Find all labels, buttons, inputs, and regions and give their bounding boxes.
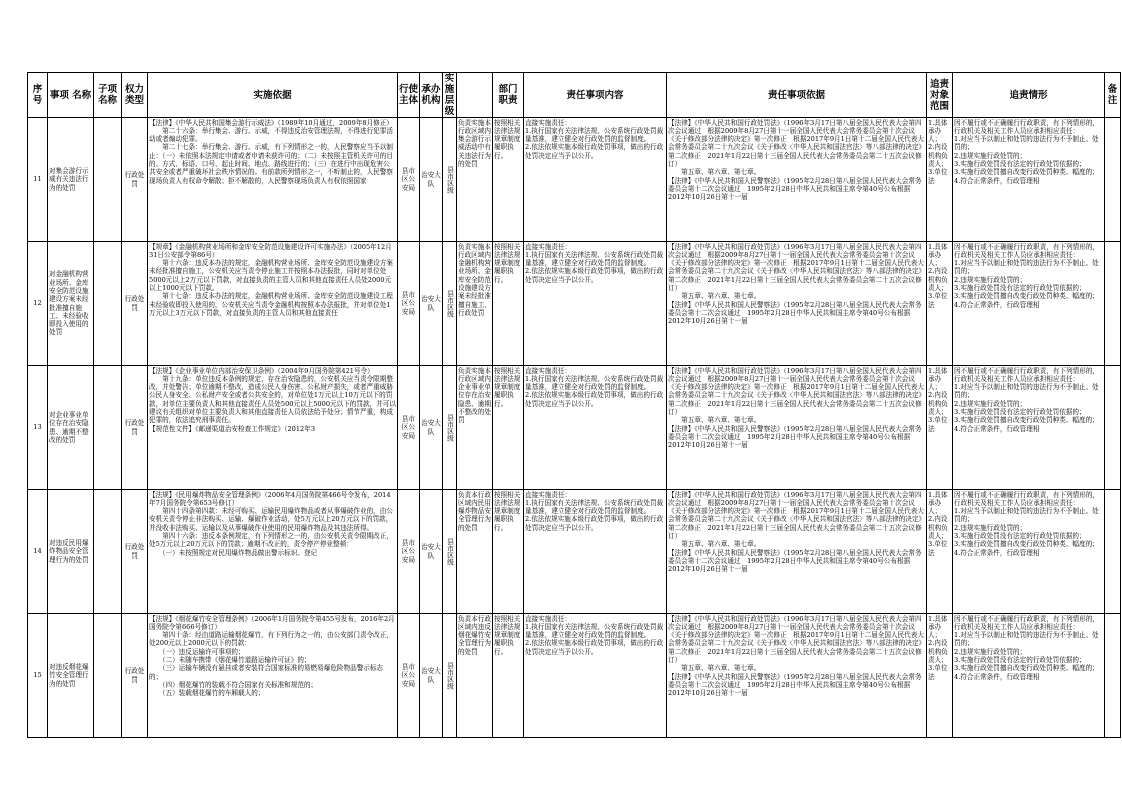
cell-name: 对金融机构营业场所、金库安全防范设施建设方案未经批准擅自施工、未经验收即投入使用的处罚 xyxy=(48,242,94,366)
cell-name: 对企业事业单位存在治安隐患、逾期不整改的处罚 xyxy=(48,366,94,490)
cell-resp: 直接实施责任： 1.执行国家有关法律法规、公安系统行政处罚裁量基准，建立健全对行政处罚的监督制度。 2.依法依规实施本级行政处罚事项，做出的行政处罚决定应当予以公开。 xyxy=(524,366,667,490)
header-seq: 序号 xyxy=(28,73,48,118)
table-body xyxy=(28,118,1121,738)
cell-respbasis: 【法律】《中华人民共和国行政处罚法》（1996年3月17日第八届全国人民代表大会第四次会议通过 根据2009年8月27日第十一届全国人民代表大会常务委员会第十次会议《关于修改部分法律的决定》第一次修正 根据2017年9月1日第十二届全国人民代表大会常务委员会第二十九次会议《关于修改〈中华人民共和国法官法〉等八部法律的决定》第二次修正 2021年1月22日第十三届全国人民代表大会常务委员会第二十五次会议修订） 第五章、第六章、第七章。 【法律】《中华人民共和国人民警察法》（1995年2月28日第八届全国人民代表大会常务委员会第十二次会议通过 1995年2月28日中华人民共和国主席令第40号公布根据2012年10月26日第十一届 xyxy=(667,366,927,490)
cell-duty: 负责实施本行政区域内企业事业单位存在治安隐患、逾期不整改的处罚 xyxy=(457,366,493,490)
cell-type: 行政处罚 xyxy=(122,118,148,242)
cell-seq: 14 xyxy=(28,490,48,614)
power-list-table-container xyxy=(27,72,1121,738)
cell-situation: 因不履行或不正确履行行政职责，有下列情形的，行政机关及相关工作人员应承担相应责任： 1.对应当予以制止和处罚的违法行为不予制止、处罚的； 2.违规实施行政处罚的； 3.实施行政处罚没有法定的行政处罚依据的； 3.实施行政处罚擅自改变行政处罚种类、幅度的； 4.符合正常条件，行政管理相 xyxy=(953,614,1105,738)
cell-resp: 直接实施责任： 1.执行国家有关法律法规、公安系统行政处罚裁量基准，建立健全对行政处罚的监督制度。 2.依法依规实施本级行政处罚事项，做出的行政处罚决定应当予以公开。 xyxy=(524,242,667,366)
header-situation: 追责情形 xyxy=(953,73,1105,118)
cell-sub xyxy=(94,118,122,242)
cell-type: 行政处罚 xyxy=(122,242,148,366)
cell-respbasis: 【法律】《中华人民共和国行政处罚法》（1996年3月17日第八届全国人民代表大会第四次会议通过 根据2009年8月27日第十一届全国人民代表大会常务委员会第十次会议《关于修改部分法律的决定》第一次修正 根据2017年9月1日第十二届全国人民代表大会常务委员会第二十九次会议《关于修改〈中华人民共和国法官法〉等八部法律的决定》第二次修正 2021年1月22日第十三届全国人民代表大会常务委员会第二十五次会议修订） 第五章、第六章、第七章。 【法律】《中华人民共和国人民警察法》（1995年2月28日第八届全国人民代表大会常务委员会第十二次会议通过 1995年2月28日中华人民共和国主席令第40号公布根据2012年10月26日第十一届 xyxy=(667,118,927,242)
cell-note xyxy=(1105,118,1121,242)
cell-seq: 13 xyxy=(28,366,48,490)
cell-level: 县市区级 xyxy=(443,242,457,366)
cell-seq: 15 xyxy=(28,614,48,738)
table-row xyxy=(28,490,1121,614)
cell-org: 治安大队 xyxy=(420,614,443,738)
table-row xyxy=(28,242,1121,366)
cell-sub xyxy=(94,242,122,366)
cell-type: 行政处罚 xyxy=(122,490,148,614)
cell-name: 对集会游行示威有关违法行为的处罚 xyxy=(48,118,94,242)
power-list-table xyxy=(27,72,1121,738)
cell-org: 治安大队 xyxy=(420,118,443,242)
cell-duty: 负责本行政区域内违反烟花爆竹安全管理行为的处罚 xyxy=(457,614,493,738)
cell-level: 县市区级 xyxy=(443,366,457,490)
cell-respbasis: 【法律】《中华人民共和国行政处罚法》（1996年3月17日第八届全国人民代表大会第四次会议通过 根据2009年8月27日第十一届全国人民代表大会常务委员会第十次会议《关于修改部分法律的决定》第一次修正 根据2017年9月1日第十二届全国人民代表大会常务委员会第二十九次会议《关于修改〈中华人民共和国法官法〉等八部法律的决定》第二次修正 2021年1月22日第十三届全国人民代表大会常务委员会第二十五次会议修订） 第五章、第六章、第七章。 【法律】《中华人民共和国人民警察法》（1995年2月28日第八届全国人民代表大会常务委员会第十二次会议通过 1995年2月28日中华人民共和国主席令第40号公布根据2012年10月26日第十一届 xyxy=(667,242,927,366)
cell-level: 县市区级 xyxy=(443,118,457,242)
cell-situation: 因不履行或不正确履行行政职责，有下列情形的，行政机关及相关工作人员应承担相应责任： 1.对应当予以制止和处罚的违法行为不予制止、处罚的； 2.违规实施行政处罚的； 3.实施行政处罚没有法定的行政处罚依据的； 3.实施行政处罚擅自改变行政处罚种类、幅度的； 4.符合正常条件，行政管理相 xyxy=(953,118,1105,242)
cell-scope: 1.具体承办人； 2.内设机构负责人； 3.单位法 xyxy=(927,490,953,614)
cell-duty-basis: 按照相关法律法规规章制度履职执行。 xyxy=(493,242,524,366)
cell-basis: 【法规】《烟花爆竹安全管理条例》（2006年1月国务院令第455号发布，2016年2月国务院令第666号修订） 第四十条：经由道路运输烟花爆竹，有下列行为之一的，由公安部门责令改正，处200元以上2000元以下的罚款： （一）违反运输许可事项的； （二）未随车携带《烟花爆竹道路运输许可证》的； （三）运输车辆没有悬挂或者安装符合国家标准的易燃易爆危险物品警示标志的； （四）烟花爆竹的装载不符合国家有关标准和规范的； （五）装载烟花爆竹的车厢载人的； xyxy=(148,614,398,738)
table-row xyxy=(28,366,1121,490)
cell-scope: 1.具体承办人； 2.内设机构负责人； 3.单位法 xyxy=(927,118,953,242)
cell-subject: 县市区公安局 xyxy=(398,366,420,490)
header-respbasis: 责任事项依据 xyxy=(667,73,927,118)
table-row xyxy=(28,118,1121,242)
cell-subject: 县市区公安局 xyxy=(398,490,420,614)
cell-situation: 因不履行或不正确履行行政职责，有下列情形的，行政机关及相关工作人员应承担相应责任： 1.对应当予以制止和处罚的违法行为不予制止、处罚的； 2.违规实施行政处罚的； 3.实施行政处罚没有法定的行政处罚依据的； 3.实施行政处罚擅自改变行政处罚种类、幅度的； 4.符合正常条件，行政管理相 xyxy=(953,366,1105,490)
header-sub: 子项名称 xyxy=(94,73,122,118)
header-basis: 实施依据 xyxy=(148,73,398,118)
cell-situation: 因不履行或不正确履行行政职责，有下列情形的，行政机关及相关工作人员应承担相应责任： 1.对应当予以制止和处罚的违法行为不予制止、处罚的； 2.违规实施行政处罚的； 3.实施行政处罚没有法定的行政处罚依据的； 3.实施行政处罚擅自改变行政处罚种类、幅度的； 4.符合正常条件，行政管理相 xyxy=(953,490,1105,614)
header-resp: 责任事项内容 xyxy=(524,73,667,118)
cell-name: 对违反烟花爆竹安全管理行为的处罚 xyxy=(48,614,94,738)
header-note: 备注 xyxy=(1105,73,1121,118)
header-empty xyxy=(457,73,493,118)
cell-note xyxy=(1105,490,1121,614)
cell-note xyxy=(1105,614,1121,738)
cell-basis: 【规章】《金融机构营业场所和金库安全防范设施建设许可实施办法》（2005年12月31日公安部令第86号） 第十六条：违反本办法的规定，金融机构营业场所、金库安全防范设施建设方案未经批准擅自施工，公安机关应当责令停止施工并按照本办法报批，同时对单位处5000元以上2万元以下罚款，对直接负责的主管人员和其他直接责任人员处2000元以上1000元以下罚款。 第十七条：违反本办法的规定，金融机构营业场所、金库安全防范设施建设工程未经验收即投入使用的，公安机关应当责令金融机构按照本办法报批，并对单位处1万元以上3万元以下罚款，对直接负责的主管人员和其他直接责任 xyxy=(148,242,398,366)
cell-org: 治安大队 xyxy=(420,490,443,614)
header-scope: 追责对象范围 xyxy=(927,73,953,118)
cell-situation: 因不履行或不正确履行行政职责，有下列情形的，行政机关及相关工作人员应承担相应责任： 1.对应当予以制止和处罚的违法行为不予制止、处罚的； 2.违规实施行政处罚的； 3.实施行政处罚没有法定的行政处罚依据的； 3.实施行政处罚擅自改变行政处罚种类、幅度的； 4.符合正常条件，行政管理相 xyxy=(953,242,1105,366)
cell-scope: 1.具体承办人； 2.内设机构负责人； 3.单位法 xyxy=(927,614,953,738)
cell-name: 对违反民用爆炸物品安全管理行为的处罚 xyxy=(48,490,94,614)
header-type: 权力类型 xyxy=(122,73,148,118)
cell-duty: 负责实施本行政区域内金融机构营业场所、金库安全防范设施建设方案未经批准擅自施工、行政处罚 xyxy=(457,242,493,366)
cell-org: 治安大队 xyxy=(420,242,443,366)
cell-type: 行政处罚 xyxy=(122,614,148,738)
cell-duty-basis: 按照相关法律法规规章制度履职执行。 xyxy=(493,614,524,738)
cell-duty: 负责实施本行政区域内集会游行示威活动中有关违法行为的处罚 xyxy=(457,118,493,242)
cell-duty-basis: 按照相关法律法规规章制度履职执行。 xyxy=(493,118,524,242)
cell-note xyxy=(1105,242,1121,366)
cell-level: 县市区级 xyxy=(443,490,457,614)
header-duty: 部门职责 xyxy=(493,73,524,118)
header-level: 实施层级 xyxy=(443,73,457,118)
cell-basis: 【法规】《民用爆炸物品安全管理条例》（2006年4月国务院第466号令发布，2014年7月国务院令第653号修订） 第四十四条第四款：未经可购买、运输民用爆炸物品或者从事爆破作业的，由公安机关责令停止非法购买、运输、爆破作业活动，处5万元以上20万元以下的罚款，并没收非法购买、运输以及从事爆破作业使用的民用爆炸物品及其违法所得。 第四十六条：违反本条例规定，有下列情形之一的，由公安机关责令限期改正，处5万元以上20万元以下的罚款；逾期不改正的，责令停产停业整顿： （一）未按照规定对民用爆炸物品做出警示标识、登记 xyxy=(148,490,398,614)
cell-duty: 负责本行政区域内民用爆炸物品安全管理行为的处罚 xyxy=(457,490,493,614)
cell-level: 县市区级 xyxy=(443,614,457,738)
cell-duty-basis: 按照相关法律法规规章制度履职执行。 xyxy=(493,490,524,614)
header-subject: 行使主体 xyxy=(398,73,420,118)
header-name: 事项 名称 xyxy=(48,73,94,118)
cell-resp: 直接实施责任： 1.执行国家有关法律法规、公安系统行政处罚裁量基准，建立健全对行政处罚的监督制度。 2.依法依规实施本级行政处罚事项，做出的行政处罚决定应当予以公开。 xyxy=(524,614,667,738)
cell-scope: 1.具体承办人； 2.内设机构负责人； 3.单位法 xyxy=(927,242,953,366)
cell-scope: 1.具体承办人； 2.内设机构负责人； 3.单位法 xyxy=(927,366,953,490)
cell-note xyxy=(1105,366,1121,490)
cell-basis: 【法规】《企业事业单位内部治安保卫条例》（2004年9月国务院第421号令） 第十九条：单位违反本条例的规定，存在治安隐患的，公安机关应当责令限期整改，并处警告；单位逾期不整改，造成公民人身伤害、公私财产损失，或者严重威胁公民人身安全、公私财产安全或者公共安全的，对单位处1万元以上10万元以下的罚款，对单位主要负责人和其他直接责任人员处500元以上5000元以下的罚款，并可以建议有关组织对单位主要负责人和其他直接责任人员依法给予处分；情节严重，构成犯罪的，依法追究刑事责任。 【规范性文件】《邮递渠道治安检查工作规定》（2012年3 xyxy=(148,366,398,490)
cell-duty-basis: 按照相关法律法规规章制度履职执行。 xyxy=(493,366,524,490)
cell-subject: 县市区公安局 xyxy=(398,242,420,366)
cell-org: 治安大队 xyxy=(420,366,443,490)
cell-sub xyxy=(94,490,122,614)
cell-seq: 11 xyxy=(28,118,48,242)
cell-seq: 12 xyxy=(28,242,48,366)
table-row xyxy=(28,614,1121,738)
header-org: 承办机构 xyxy=(420,73,443,118)
cell-resp: 直接实施责任： 1.执行国家有关法律法规、公安系统行政处罚裁量基准，建立健全对行政处罚的监督制度。 2.依法依规实施本级行政处罚事项，做出的行政处罚决定应当予以公开。 xyxy=(524,118,667,242)
cell-type: 行政处罚 xyxy=(122,366,148,490)
cell-sub xyxy=(94,366,122,490)
cell-subject: 县市区公安局 xyxy=(398,614,420,738)
cell-sub xyxy=(94,614,122,738)
cell-resp: 直接实施责任： 1.执行国家有关法律法规、公安系统行政处罚裁量基准，建立健全对行政处罚的监督制度。 2.依法依规实施本级行政处罚事项，做出的行政处罚决定应当予以公开。 xyxy=(524,490,667,614)
header-row xyxy=(28,73,1121,118)
cell-respbasis: 【法律】《中华人民共和国行政处罚法》（1996年3月17日第八届全国人民代表大会第四次会议通过 根据2009年8月27日第十一届全国人民代表大会常务委员会第十次会议《关于修改部分法律的决定》第一次修正 根据2017年9月1日第十二届全国人民代表大会常务委员会第二十九次会议《关于修改〈中华人民共和国法官法〉等八部法律的决定》第二次修正 2021年1月22日第十三届全国人民代表大会常务委员会第二十五次会议修订） 第五章、第六章、第七章。 【法律】《中华人民共和国人民警察法》（1995年2月28日第八届全国人民代表大会常务委员会第十二次会议通过 1995年2月28日中华人民共和国主席令第40号公布根据2012年10月26日第十一届 xyxy=(667,490,927,614)
cell-subject: 县市区公安局 xyxy=(398,118,420,242)
cell-respbasis: 【法律】《中华人民共和国行政处罚法》（1996年3月17日第八届全国人民代表大会第四次会议通过 根据2009年8月27日第十一届全国人民代表大会常务委员会第十次会议《关于修改部分法律的决定》第一次修正 根据2017年9月1日第十二届全国人民代表大会常务委员会第二十九次会议《关于修改〈中华人民共和国法官法〉等八部法律的决定》第二次修正 2021年1月22日第十三届全国人民代表大会常务委员会第二十五次会议修订） 第五章、第六章、第七章。 【法律】《中华人民共和国人民警察法》（1995年2月28日第八届全国人民代表大会常务委员会第十二次会议通过 1995年2月28日中华人民共和国主席令第40号公布根据2012年10月26日第十一届 xyxy=(667,614,927,738)
cell-basis: 【法律】《中华人民共和国集会游行示威法》（1989年10月通过，2009年8月修正） 第二十六条：举行集会、游行、示威，不得违反治安管理法规，不得进行犯罪活动或者煽动犯罪。 第二十七条：举行集会、游行、示威，有下列情形之一的，人民警察应当予以制止：（一）未依照本法规定申请或者申请未获许可的；（二）未按照主管机关许可的目的、方式、标语、口号、起止时间、地点、路线进行的；（三）在进行中出现危害公共安全或者严重破坏社会秩序情况的。有前款所列情形之一，不听制止的，人民警察现场负责人有权命令解散；拒不解散的，人民警察现场负责人有权依照国家 xyxy=(148,118,398,242)
